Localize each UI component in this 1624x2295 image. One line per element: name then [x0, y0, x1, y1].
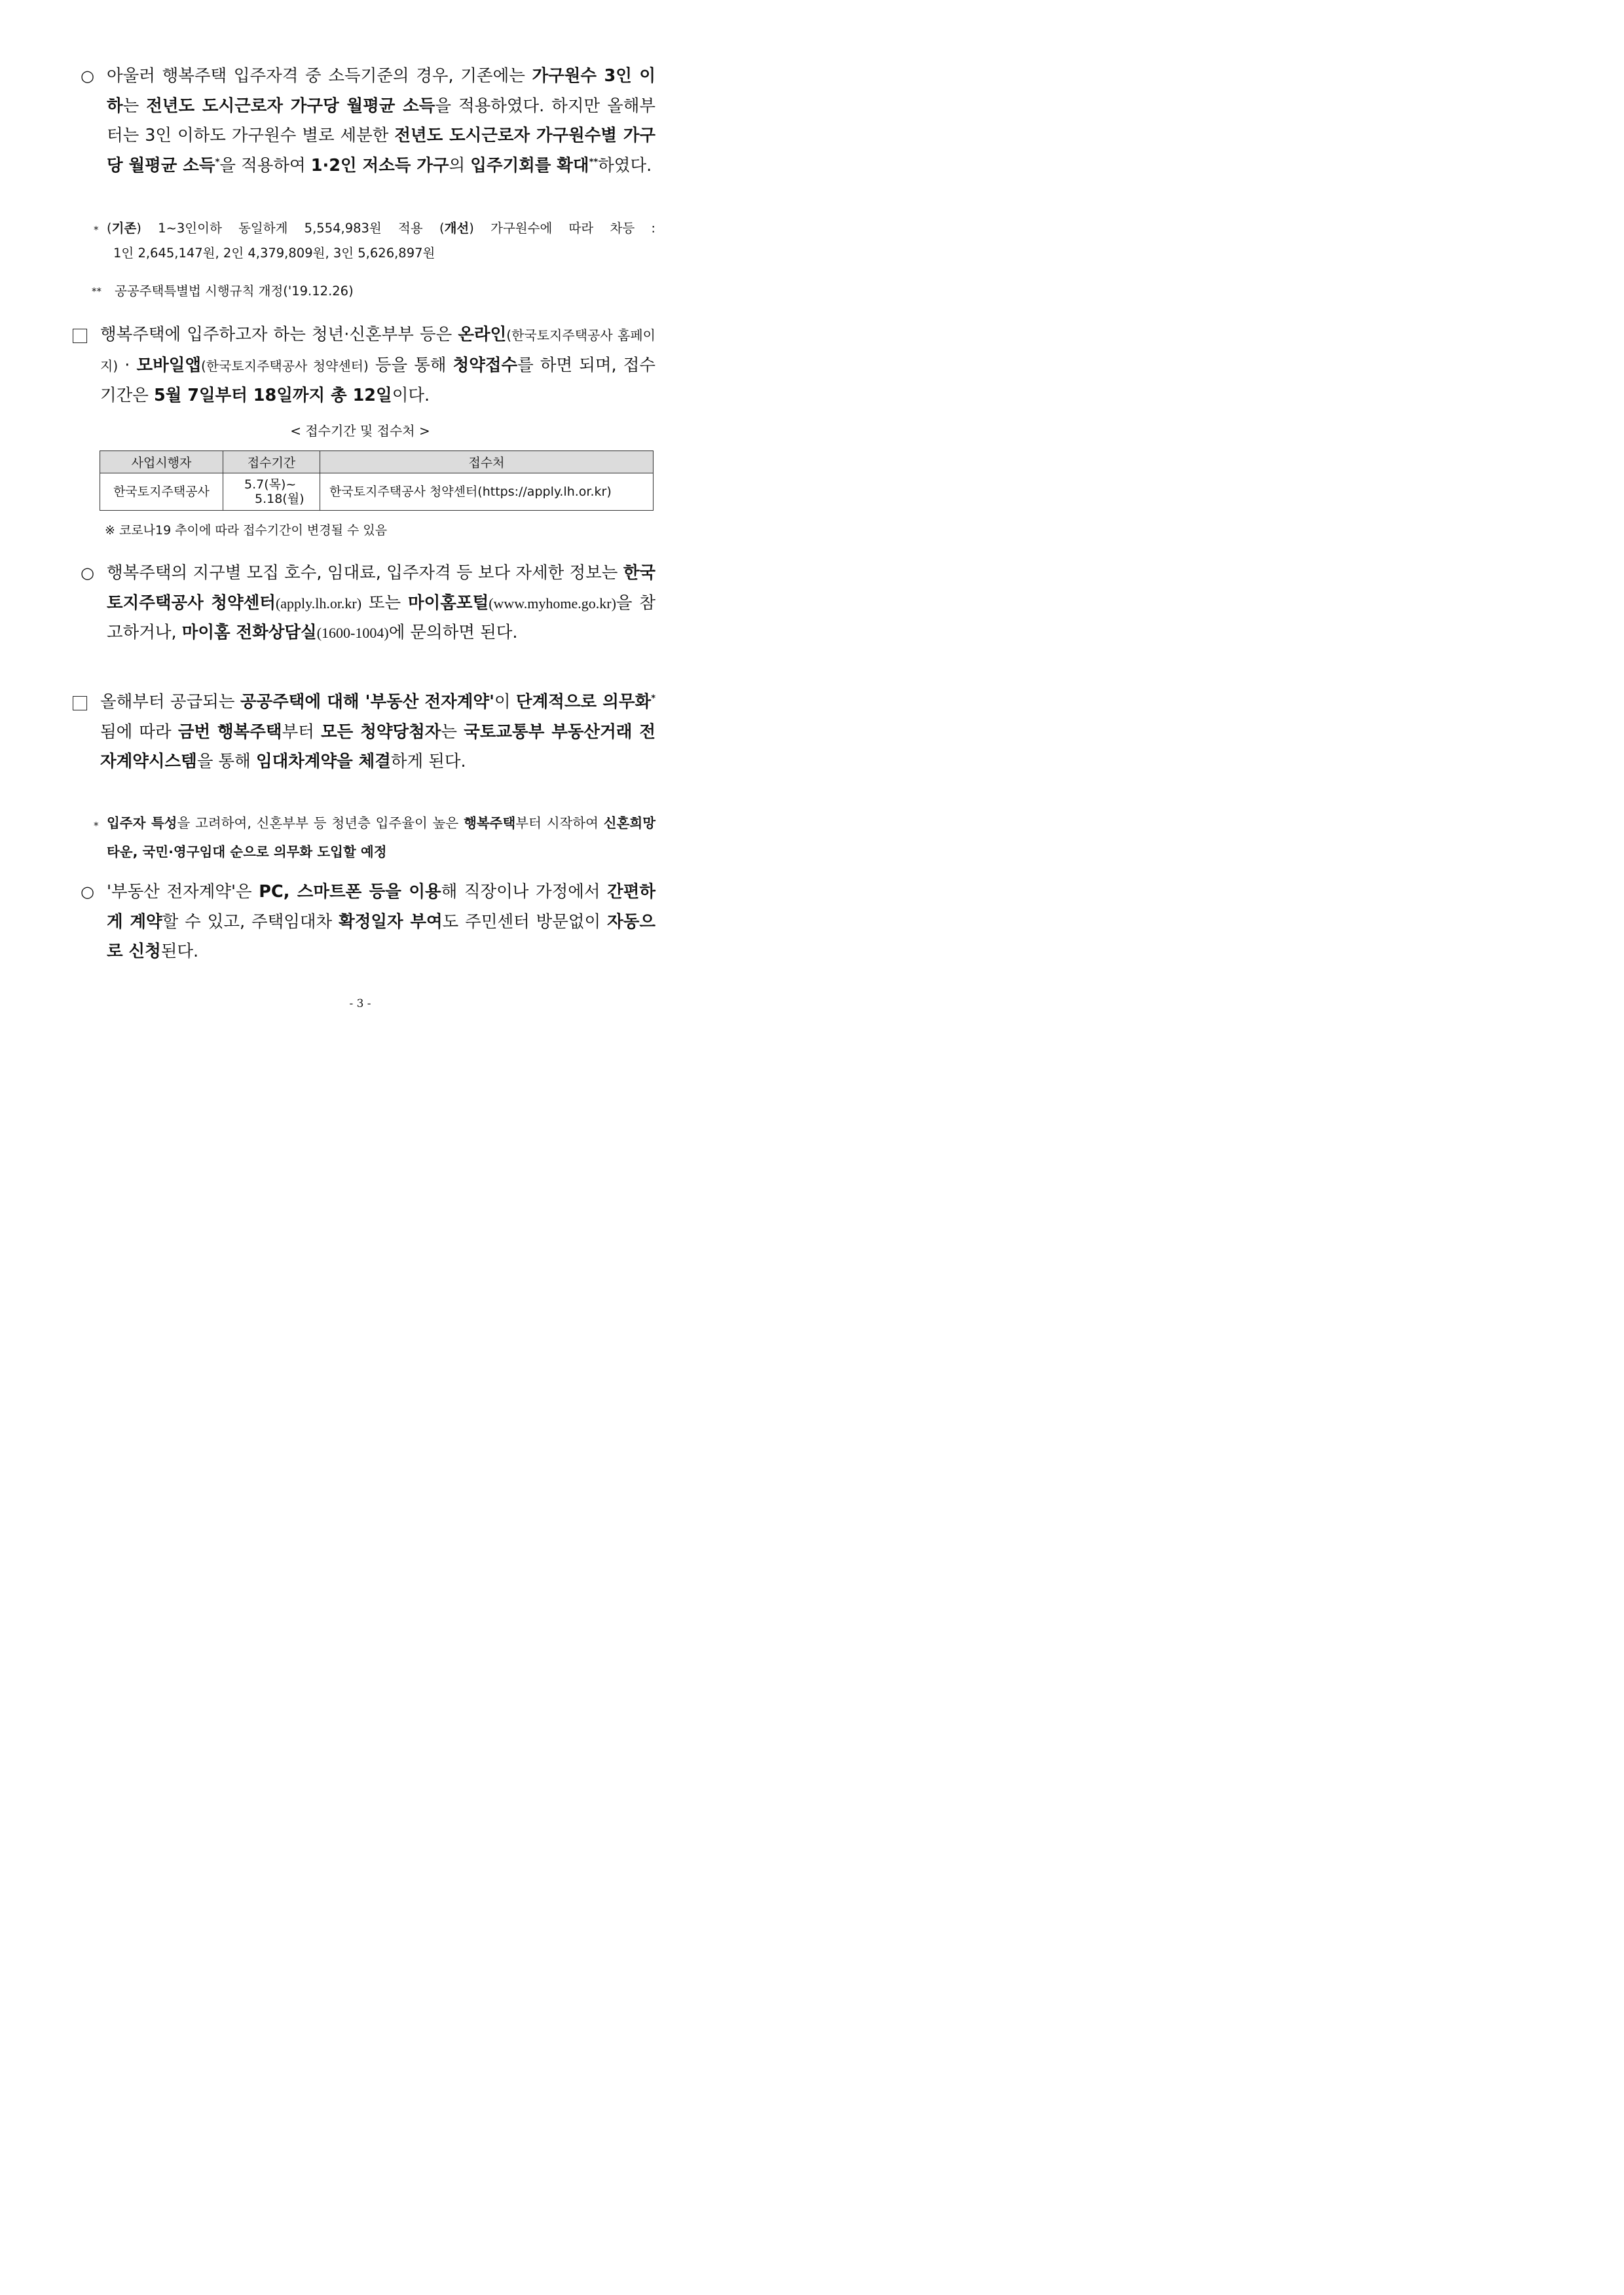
bold-text: 간편하게 계약: [107, 882, 656, 932]
covid-note: ※ 코로나19 추이에 따라 접수기간이 변경될 수 있음: [105, 523, 388, 538]
application-paragraph: [100, 320, 655, 411]
bold-text: 청약접수: [452, 355, 518, 375]
text-segment: (1600-1004): [316, 625, 389, 641]
checkbox-square-icon: [73, 329, 87, 343]
cell-place: 한국토지주택공사 청약센터(https://apply.lh.or.kr): [320, 473, 654, 511]
table-header-row: [100, 451, 654, 473]
text-segment: 부터: [282, 722, 321, 742]
bold-text: 임대차계약을 체결: [255, 752, 391, 771]
circle-bullet-icon: ○: [81, 67, 94, 85]
circle-bullet-icon: ○: [81, 883, 94, 901]
bold-text: 마이홈포털: [408, 593, 489, 613]
cell-period: [223, 473, 320, 511]
text-segment: '부동산 전자계약'은: [107, 882, 259, 902]
text-segment: 는: [441, 722, 464, 742]
bold-text: 모든 청약당첨자: [321, 722, 441, 742]
bold-text: 기존: [111, 221, 137, 236]
text-segment: 를 하면 되며, 접수기간은: [100, 355, 655, 405]
text-segment: (: [107, 221, 112, 236]
text-segment: 을 적용하여: [219, 155, 311, 175]
text-segment: 는: [122, 96, 147, 116]
circle-bullet-icon: ○: [81, 564, 94, 582]
text-segment: 도 주민센터 방문없이: [442, 911, 608, 932]
bold-text: 입주기회를 확대: [470, 155, 589, 175]
e-contract-paragraph: [100, 688, 655, 777]
text-segment: 해 직장이나 가정에서: [441, 882, 608, 902]
text-segment: 의: [449, 155, 471, 175]
income-criteria-paragraph: [107, 62, 655, 181]
text-segment: 올해부터 공급되는: [100, 692, 240, 712]
bold-text: 단계적으로 의무화: [515, 692, 652, 712]
footnote-star: *: [94, 224, 99, 236]
text-segment: 이: [494, 692, 516, 712]
bold-text: 한국토지주택공사 청약센터: [107, 563, 655, 613]
text-segment: 할 수 있고, 주택임대차: [162, 911, 339, 932]
text-segment: ) 1~3인이하 동일하게 5,554,983원 적용 (: [136, 221, 445, 236]
bold-text: 공공주택에 대해 '부동산 전자계약': [240, 692, 494, 712]
period-end: 5.18(월): [255, 492, 304, 506]
text-segment: 행복주택에 입주하고자 하는 청년·신혼부부 등은: [100, 325, 458, 344]
bold-text: 1·2인 저소득 가구: [310, 155, 449, 175]
text-segment: ·: [118, 355, 137, 375]
details-paragraph: [107, 559, 655, 648]
bold-text: 5월 7일부터 18일까지 총 12일: [154, 386, 392, 405]
text-segment: 을 통해: [196, 752, 256, 771]
e-contract-benefits-paragraph: [107, 877, 655, 967]
footnote-law-revision: 공공주택특별법 시행규칙 개정('19.12.26): [115, 284, 354, 299]
table-row: [100, 473, 654, 511]
bold-text: 모바일앱: [136, 355, 201, 375]
bold-text: 신혼희망타운, 국민·영구임대 순으로 의무화 도입할 예정: [107, 815, 655, 860]
footnote-line: [107, 216, 655, 241]
bold-text: PC, 스마트폰 등을 이용: [259, 882, 441, 902]
bold-text: 가구원수 3인 이하: [107, 66, 656, 116]
footnote-marker: *: [651, 693, 655, 704]
bold-text: 행복주택: [464, 815, 516, 831]
text-segment: ) 가구원수에 따라 차등 :: [469, 221, 655, 236]
header-operator: 사업시행자: [100, 451, 223, 473]
table-caption: < 접수기간 및 접수처 >: [290, 423, 430, 439]
text-segment: 을 참고하거나,: [107, 593, 656, 642]
bold-text: 개선: [444, 221, 470, 236]
application-table: [100, 450, 654, 511]
bold-text: 온라인: [458, 325, 507, 344]
text-segment: (한국토지주택공사 홈페이지): [100, 327, 655, 374]
bold-text: 전년도 도시근로자 가구원수별 가구당 월평균 소득: [107, 126, 655, 175]
text-segment: 또는: [361, 593, 409, 613]
page-number: - 3 -: [349, 997, 371, 1010]
header-period: 접수기간: [223, 451, 320, 473]
text-segment: 을 고려하여, 신혼부부 등 청년층 입주율이 높은: [177, 815, 464, 831]
text-segment: 을 적용하였다. 하지만 올해부터는 3인 이하도 가구원수 별로 세분한: [107, 96, 655, 145]
text-segment: 등을 통해: [368, 355, 453, 375]
text-segment: 아울러 행복주택 입주자격 중 소득기준의 경우, 기존에는: [107, 66, 532, 86]
bold-text: 전년도 도시근로자 가구당 월평균 소득: [146, 96, 435, 116]
footnote-income-detail: [107, 216, 655, 266]
checkbox-square-icon: [73, 696, 87, 710]
bold-text: 국토교통부 부동산거래 전자계약시스템: [100, 722, 655, 771]
text-segment: 부터 시작하여: [515, 815, 604, 831]
footnote-star: **: [92, 285, 101, 297]
text-segment: 하게 된다.: [390, 752, 466, 771]
text-segment: 에 문의하면 된다.: [388, 623, 518, 642]
bold-text: 마이홈 전화상담실: [181, 623, 317, 642]
text-segment: (apply.lh.or.kr): [275, 595, 362, 612]
footnote-rollout-plan: [107, 809, 655, 866]
bold-text: 금번 행복주택: [177, 722, 282, 742]
text-segment: 하였다.: [598, 155, 652, 175]
text-segment: 이다.: [392, 386, 430, 405]
text-segment: 된다.: [160, 942, 199, 961]
text-segment: (www.myhome.go.kr): [489, 595, 616, 612]
footnote-line: 1인 2,645,147원, 2인 4,379,809원, 3인 5,626,897원: [113, 246, 435, 261]
footnote-marker: **: [589, 157, 599, 167]
header-place: 접수처: [320, 451, 654, 473]
text-segment: 행복주택의 지구별 모집 호수, 임대료, 입주자격 등 보다 자세한 정보는: [107, 563, 623, 583]
period-start: 5.7(목)~: [244, 477, 297, 492]
bold-text: 확정일자 부여: [339, 911, 443, 932]
bold-text: 자동으로 신청: [107, 911, 656, 961]
text-segment: (한국토지주택공사 청약센터): [200, 358, 369, 374]
footnote-star: *: [94, 820, 99, 832]
cell-operator: 한국토지주택공사: [100, 473, 223, 511]
footnote-marker: *: [215, 157, 220, 167]
bold-text: 입주자 특성: [107, 815, 177, 831]
text-segment: 됨에 따라: [100, 722, 178, 742]
